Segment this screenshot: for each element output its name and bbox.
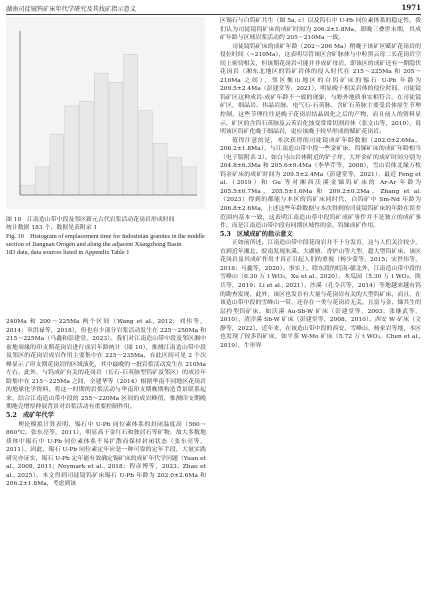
section-5-2-heading: 5.2 成矿年代学 xyxy=(6,412,54,420)
journal-title: 湖南司徒镜钨矿床年代学研究及其找矿指示意义 xyxy=(6,6,136,13)
histogram-chart xyxy=(6,17,205,209)
section-5-2-paragraph: 理论模拟计算表明，锡石中 U-Pb 同位素体系的封闭温度高（560～860°C，张东亮等，2011），明显高于金红石和独居石等矿物，故大多数地质体中锡石中 U-Pb 同位素体系不易扩散而保持封闭状态（张东亮等，2011），因此，锡石 U-Pb 同位素定年应是一种可靠的定年手段，大量实践研究亦证实，锡石 U-Pb 定年能有效确定锡矿床的成矿年代学问题（Yuan et al., 2008, 2011；Neymark et al., 2018；程彦博等，2023；Zhao et al., 2025）。本文得到司徒镜钨矿床锡石 U-Pb 年龄为 202.0±2.6Ma 和 206.2±1.8Ma，考虑到该 xyxy=(6,421,206,488)
histogram-bar xyxy=(50,134,64,195)
figure-note-cn: 统计数据 183 个，数据见表附录 1 xyxy=(6,225,98,232)
histogram-bar xyxy=(168,158,182,195)
section-5-3-heading: 5.3 区域成矿的指示意义 xyxy=(220,230,293,238)
histogram-bar xyxy=(65,106,79,195)
histogram-bar xyxy=(109,83,123,195)
right-paragraph-3: 值得注意的是，本次获得的司徒镜成矿年龄数据（202.0±2.6Ma，206.2±1.8Ma），与江南造山带中段一些金矿床、钨锑矿床的成矿年龄相当（电子版附表 2）。如白马山岩体附近的铲子坪、大坪金矿的成矿时间分别为 204.8±6.3Ma 和 205.6±9.4Ma（李华芹等，2008），雪山岩体北缘万枚钨金矿床的成矿时间为 209.5±2.4Ma（彭建堂等，2021），最近 Feng et al.（2019）和 Gu 等对湘西沃溪金锑钨矿床的 Ar-Ar 年龄为 205.5±0.7Ma，205.5±1.6Ma 和 209.2±0.2Ma，Zhang et al.（2023）得到的都能与本区的钨矿床同时代，白钨矿中 Sm-Nd 年龄为 206.8±2.6Ma，上述这些年龄数据与本次得到的司徒镜钨矿床的年龄在误差范围内基本一致，这表明江南造山带中段钨矿成矿事件并不是独立的成矿事件，而是江南造山带中段有同期区域性的金、钨锑成矿作用。 xyxy=(220,137,421,230)
histogram-bar xyxy=(153,143,167,195)
figure-10 xyxy=(6,17,205,209)
page-number: 1971 xyxy=(401,3,421,12)
histogram-bar xyxy=(124,54,138,195)
figure-caption-cn: 图 10 江南造山带中段及邻区新元古代岩浆活动花岗岩形成时间 xyxy=(6,217,175,223)
histogram-bar xyxy=(21,186,35,195)
running-header xyxy=(6,2,421,15)
left-paragraph-1: 240Ma 和 200～225Ma 两个区间（Wang et al., 2012；刘伟等，2014；章洪禄等，2018），但也有少部分岩浆活动发生在 225～250Ma 和 215～225Ma（马鑫和彭建堂，2023）。我们对江南造山带中段及邻区湘中盆地周缘的印支期花岗岩进行成岩年龄统计（图 10），推测江南造山带中段及邻区的花岗岩成岩作用主要集中在 225～235Ma，在此区间可见 2 个次峰显示了印支期花岗岩的区域演化，其中最晚的一批岩浆活动发生在 210Ma 左右。此外，与钨成矿有关的花岗岩（长石-石英脉型钨矿及邻区）的成岩年龄集中在 215～225Ma 之间，全建华等（2014）根据华南不同地区花岗岩的地球化学资料，将这一时期的岩浆活动与华南印支期晚期构造背景联系起来，结合江南造山带中段的 255～220Ma 区间的成岩峰值，推测印支期晚期地壳增厚伸展背景对岩浆活动有重要控制作用。 xyxy=(6,319,206,411)
histogram-bar xyxy=(94,73,108,195)
left-column xyxy=(6,318,206,612)
figure-caption-en: Fig. 10 Histogram of emplacement time for Indosinian granites in the middle section of Jiangnan Orogen and along the adjacent Xiangzhong Basin xyxy=(6,232,205,248)
section-5-3-paragraph: 正如前所述，江南造山带中段花岗岩并不十分发育，这与人们关注较少，直到近年湘北、皖南发现朱溪、大湖塘、香炉山等大型、超大型钨矿床，该区花岗岩及其成矿作用才真正引起人们的重视（杨少蕾等，2015；宋世伟等，2018；马鑫等，2020）。事实上，除东段的皖南-赣北外，江南造山带中段的雪峰山（6.30 万 t WO₃，Xu et al., 2020）、木瓜园（5.30 万 t WO₃，陕兵等，2019；Li et al., 2021）、沙溪（孔令兵等，2014）等地越来越有钨的勘查发现，此外，该区也发育有大量与花岗岩有关的大型钨矿床，而且，在该造山带中段的雪峰山一带，还存在一类与花岗岩无关、且富与金、锑共生的层控型钨矿床，如沃溪 Au-Sb-W 矿床（彭建堂等，2003；张继武等，2010）、渣滓溪 Sb-W 矿床（彭建堂等，2008，2010）、西安 W 矿床（文静等，2022），近年来，在该造山带中段的西安、雪峰山、杨家岩等地，本区也发现了较多钨矿床，如平茶 W-Mo 矿床（5.72 万 t WO₃，Chen et al., 2019），牛形界 xyxy=(220,240,421,349)
histogram-bar xyxy=(183,167,197,195)
right-column xyxy=(220,17,421,612)
figure-note-en: 183 data, data sources listed in Appendix Table 1 xyxy=(6,249,130,257)
right-paragraph-1: 区锡石与白钨矿共生（图 5a, c）以及钨石中 U-Pb 同位素体系的稳定性，我们认为司徒镜钨矿床的成矿时间为 206.2±1.8Ma，即晚三叠世末期，其成矿年龄与区域岩浆活动约 205～210Ma 一致。 xyxy=(220,18,421,42)
histogram-bar xyxy=(35,167,49,195)
figure-caption xyxy=(6,216,206,257)
histogram-bar xyxy=(139,111,153,195)
right-paragraph-2: 司徒镜钨矿床的成矿年龄（202～206 Ma）稍晚于该矿区赋矿花岗岩的侵位时间（~210Ma），这表明尽管该区含矿脉体与中粒黑云母二长花岗岩空间上密切相关，但该期花岗岩可能并非成矿母岩，即该区的成矿还有一期隐伏花岗岩（湘东北地区的钨矿岩体的侵入时代在 215～225Ma 和 205～210Ma 之间），邻区衡山地区的白钨矿床的锡石 U-Pb 年龄为 209.5±2.4Ma（彭建堂等，2021），明显晚于相关岩体的侵位时间，司徒镜钨矿区这种成岩-成矿年龄不一致的现象，与野外地质事实相符合。在司徒镜矿区，细晶岩、伟晶岩脉、电气石-石英脉、含矿石英脉主要受岩体原生节理控制，这些节理往往是晚于花岗岩结晶固化之后的产物，而且前人的资料显示，矿区的含钨石英脉及云英岩化蚀变常常切割岩体（张文山等，2010），说明该区钨矿化晚于细晶岩，更应该晚于较早形成的赋矿花岗岩。 xyxy=(220,43,421,136)
histogram-bar xyxy=(80,101,94,195)
